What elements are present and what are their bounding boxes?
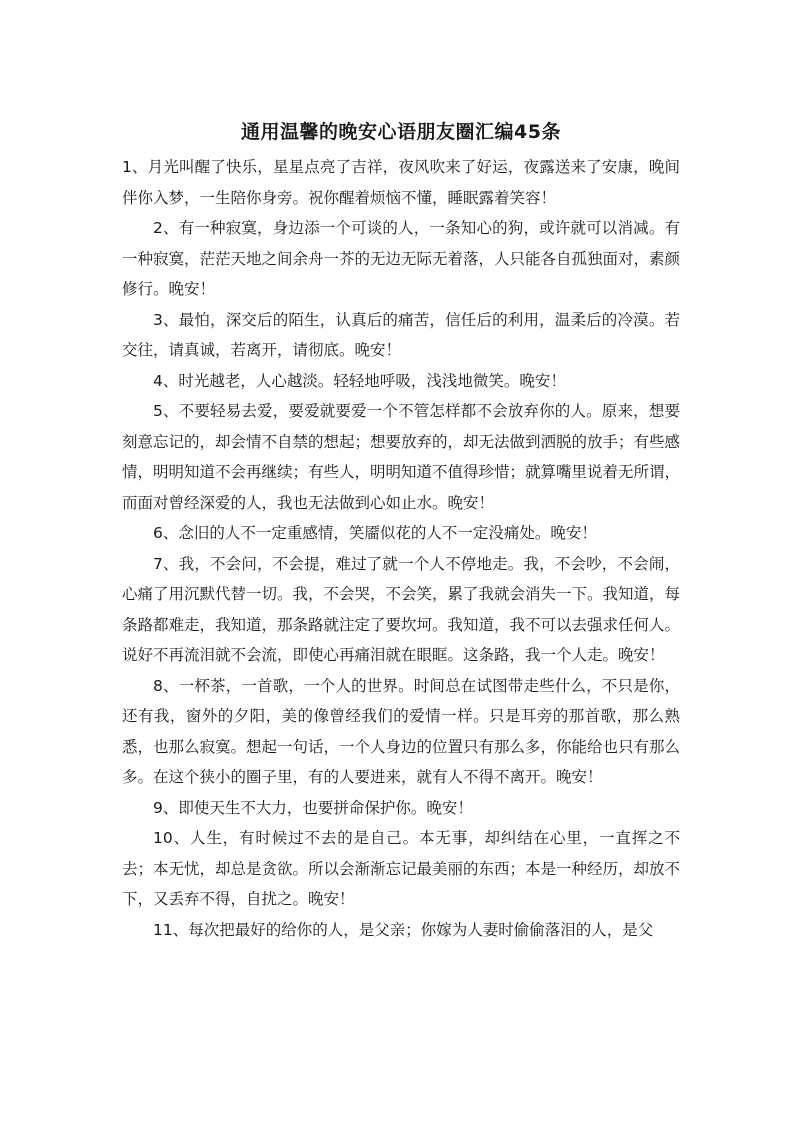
paragraph-2: 2、有一种寂寞，身边添一个可谈的人，一条知心的狗，或许就可以消减。有一种寂寞，茫茫天地之间余舟一芥的无边无际无着落，人只能各自孤独面对，素颜修行。晚安！ xyxy=(122,219,681,298)
paragraph-8: 8、一杯茶，一首歌，一个人的世界。时间总在试图带走些什么，不只是你，还有我，窗外的夕阳，美的像曾经我们的爱情一样。只是耳旁的那首歌，那么熟悉，也那么寂寞。想起一句话，一个人身边的位置只有那么多，你能给也只有那么多。在这个狭小的圈子里，有的人要进来，就有人不得不离开。晚安！ xyxy=(122,676,681,786)
paragraph-11: 11、每次把最好的给你的人，是父亲；你嫁为人妻时偷偷落泪的人，是父 xyxy=(153,920,654,939)
paragraph-5: 5、不要轻易去爱，要爱就要爱一个不管怎样都不会放弃你的人。原来，想要刻意忘记的，却会情不自禁的想起；想要放弃的，却无法做到洒脱的放手；有些感情，明明知道不会再继续；有些人，明明知道不值得珍惜；就算嘴里说着无所谓，而面对曾经深爱的人，我也无法做到心如止水。晚安！ xyxy=(122,402,681,512)
paragraph-9: 9、即使天生不大力，也要拼命保护你。晚安！ xyxy=(153,798,473,817)
paragraph-6: 6、念旧的人不一定重感情，笑靥似花的人不一定没痛处。晚安！ xyxy=(153,524,597,542)
paragraph-7: 7、我，不会问，不会提，难过了就一个人不停地走。我，不会吵，不会闹，心痛了用沉默代替一切。我，不会哭，不会笑，累了我就会消失一下。我知道，每条路都难走，我知道，那条路就注定了要坎坷。我知道，我不可以去强求任何人。说好不再流泪就不会流，即使心再痛泪就在眼眶。这条路，我一个人走。晚安！ xyxy=(122,554,681,664)
document-page xyxy=(122,118,680,945)
paragraph-10: 10、人生，有时候过不去的是自己。本无事，却纠结在心里，一直挥之不去；本无忧，却总是贪欲。所以会渐渐忘记最美丽的东西；本是一种经历，却放不下，又丢弃不得，自扰之。晚安！ xyxy=(122,829,681,908)
paragraph-4: 4、时光越老，人心越淡。轻轻地呼吸，浅浅地微笑。晚安！ xyxy=(153,371,566,390)
paragraph-3: 3、最怕，深交后的陌生，认真后的痛苦，信任后的利用，温柔后的冷漠。若交往，请真诚，若离开，请彻底。晚安！ xyxy=(122,310,680,359)
document-title: 通用温馨的晚安心语朋友圈汇编45条 xyxy=(241,121,561,143)
paragraph-1: 1、月光叫醒了快乐，星星点亮了吉祥，夜风吹来了好运，夜露送来了安康，晚间伴你入梦，一生陪你身旁。祝你醒着烦恼不懂，睡眠露着笑容！ xyxy=(122,158,680,207)
